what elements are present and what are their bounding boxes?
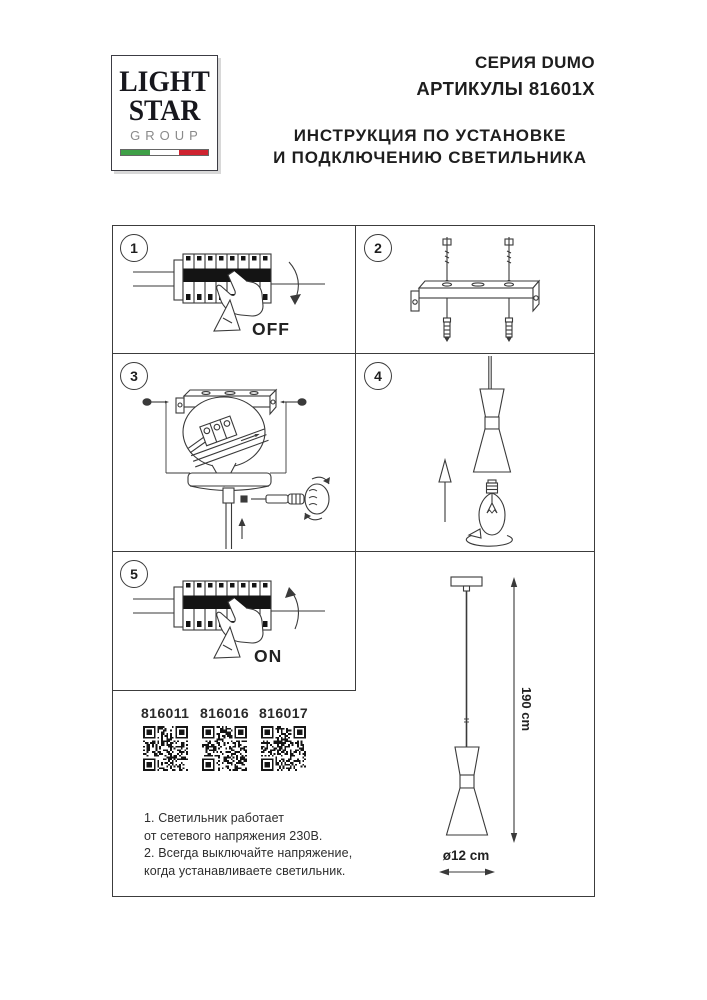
arrow-up-icon [239,518,246,539]
step-2-number: 2 [364,234,392,262]
series-title-block [295,50,595,102]
lightstar-logo [111,55,218,171]
instruction-title [250,125,610,168]
mounting-bracket-illustration [357,226,594,353]
qr-code [143,726,188,771]
logo-word-star: STAR [128,93,201,127]
pendant-shade [474,389,511,472]
wall-plug-icon [444,298,451,342]
qr-item [141,705,189,776]
height-dimension-label: 190 cm [519,686,534,732]
qr-article-number: 816011 [141,705,190,721]
arrow-up-icon [439,460,451,522]
screwdriver-icon [251,494,304,504]
grub-screw [241,496,247,502]
note-line: 1. Светильник работает [144,811,285,825]
screw-icon [443,237,451,284]
steps-grid [112,225,595,897]
suspension-cord [489,356,491,389]
side-screw-icon [143,399,169,405]
height-dimension-line [511,577,517,843]
step-3-number: 3 [120,362,148,390]
note-line: когда устанавливаете светильник. [144,863,346,878]
bracket [411,281,539,311]
canopy [188,473,271,549]
articles-title: АРТИКУЛЫ 81601X [416,78,595,99]
off-label: OFF [252,319,290,339]
qr-article-number: 816017 [259,705,309,721]
logo-word-light: LIGHT [119,65,210,98]
turning-hand-icon [304,477,330,520]
arrow-up-icon [285,587,298,629]
shade-bulb-illustration [357,355,594,551]
ceiling-plate [451,577,482,591]
wall-plug-icon [506,298,513,342]
side-screw-icon [280,399,306,405]
light-bulb-icon [479,480,505,535]
step-4-number: 4 [364,362,392,390]
diameter-dimension-line [439,869,495,876]
qr-code-row [141,705,307,776]
breaker-on-illustration [113,553,355,690]
series-title: СЕРИЯ DUMO [474,53,595,72]
note-line: 2. Всегда выключайте напряжение, [144,846,353,860]
breaker-off-illustration [113,226,355,353]
step-5-number: 5 [120,560,148,588]
instruction-title-line1: ИНСТРУКЦИЯ ПО УСТАНОВКЕ [293,126,567,145]
instruction-title-line2: И ПОДКЛЮЧЕНИЮ СВЕТИЛЬНИКА [273,147,587,167]
screw-icon [505,237,513,284]
pendant-rod [464,591,469,747]
pendant-shade [447,747,488,835]
grid-divider [113,690,356,691]
qr-item [200,705,248,776]
canopy-wiring-illustration [113,355,355,551]
on-label: ON [254,646,283,666]
safety-notes [144,810,352,880]
note-line: от сетевого напряжения 230В. [144,828,323,843]
qr-code [202,726,247,771]
italian-flag-icon [120,149,209,156]
diameter-dimension-label: ø12 cm [442,848,490,863]
qr-item [259,705,307,776]
qr-article-number: 816016 [200,705,250,721]
logo-word-group: GROUP [130,128,203,143]
pendant-dimensions-illustration [357,553,594,896]
step-1-number: 1 [120,234,148,262]
qr-code [261,726,306,771]
